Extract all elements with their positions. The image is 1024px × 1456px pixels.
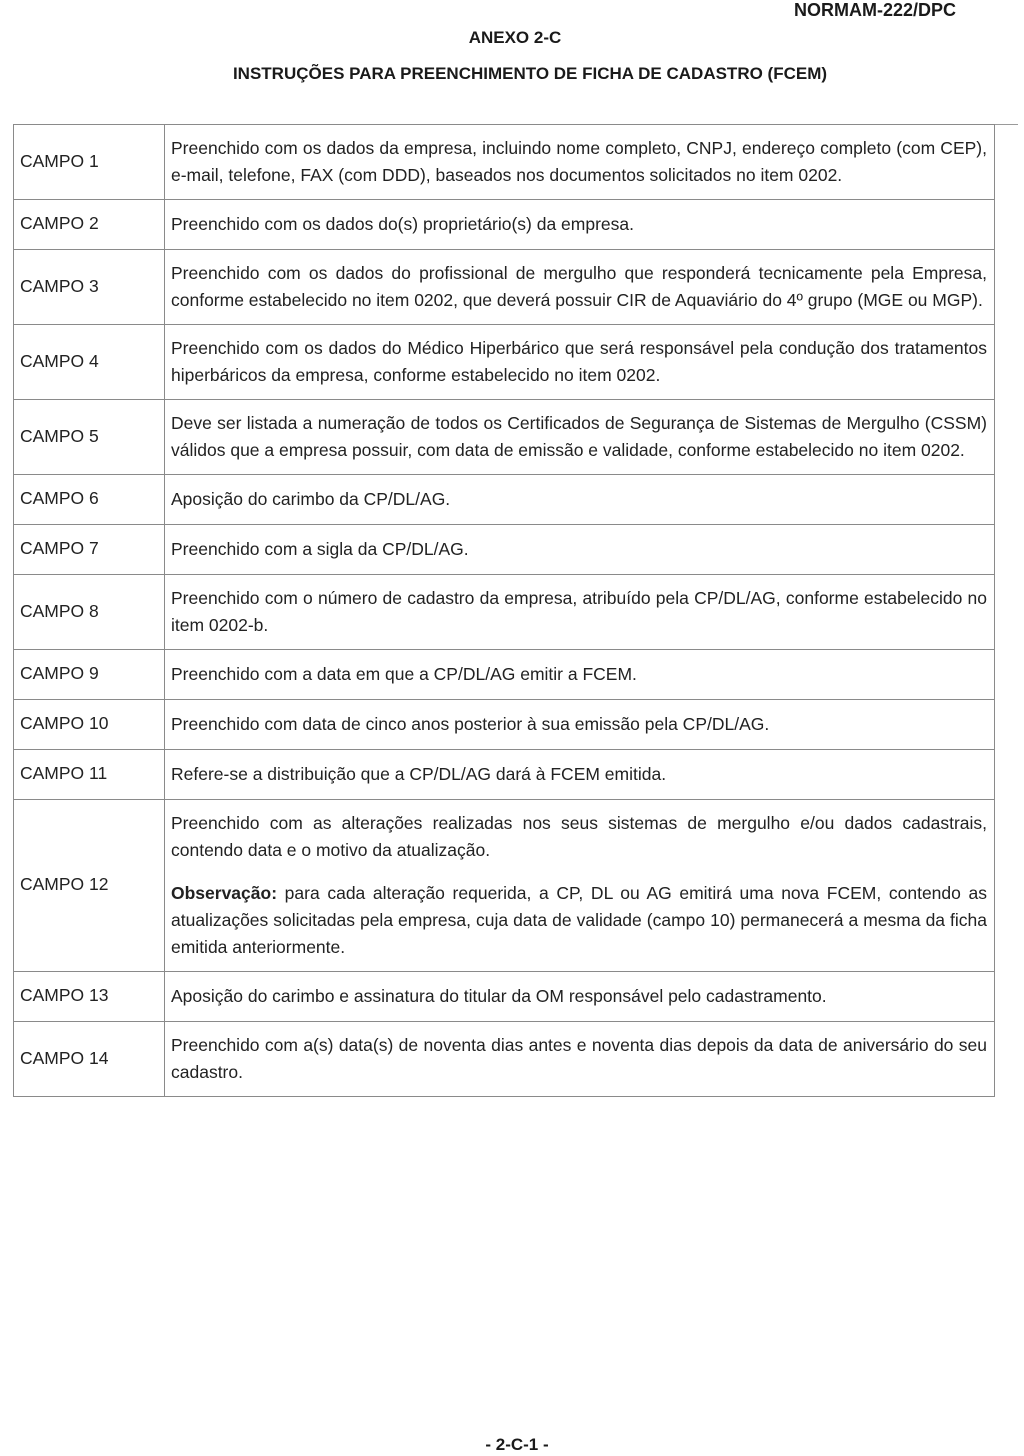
- field-description: Preenchido com os dados da empresa, incluindo nome completo, CNPJ, endereço completo (com CEP), e-mail, telefone, FAX (com DDD), baseados nos documentos solicitados no item 0202.: [165, 125, 995, 200]
- table-row: [14, 325, 995, 400]
- observation-text: para cada alteração requerida, a CP, DL ou AG emitirá uma nova FCEM, contendo as atualizações solicitadas pela empresa, cuja data de validade (campo 10) permanecerá a mesma da ficha emitida anteriormente.: [171, 883, 987, 957]
- field-label: CAMPO 10: [14, 700, 165, 750]
- field-label: CAMPO 7: [14, 525, 165, 575]
- field-label: CAMPO 11: [14, 750, 165, 800]
- instructions-table: [13, 124, 995, 1097]
- field-description: Preenchido com os dados do(s) proprietário(s) da empresa.: [165, 200, 995, 250]
- field-label: CAMPO 9: [14, 650, 165, 700]
- field-description: Preenchido com os dados do Médico Hiperbárico que será responsável pela condução dos tratamentos hiperbáricos da empresa, conforme estabelecido no item 0202.: [165, 325, 995, 400]
- field-description: Preenchido com o número de cadastro da empresa, atribuído pela CP/DL/AG, conforme estabelecido no item 0202-b.: [165, 575, 995, 650]
- table-row: [14, 575, 995, 650]
- field-label: CAMPO 5: [14, 400, 165, 475]
- table-row: [14, 400, 995, 475]
- table-row: [14, 700, 995, 750]
- field-description: Refere-se a distribuição que a CP/DL/AG dará à FCEM emitida.: [165, 750, 995, 800]
- field-description: Preenchido com data de cinco anos posterior à sua emissão pela CP/DL/AG.: [165, 700, 995, 750]
- table-row: [14, 200, 995, 250]
- table-row: [14, 250, 995, 325]
- table-row: [14, 972, 995, 1022]
- field-label: CAMPO 1: [14, 125, 165, 200]
- field-label: CAMPO 6: [14, 475, 165, 525]
- table-row: [14, 1022, 995, 1097]
- field-label: CAMPO 4: [14, 325, 165, 400]
- field-label: CAMPO 14: [14, 1022, 165, 1097]
- field-description: Preenchido com as alterações realizadas nos seus sistemas de mergulho e/ou dados cadastrais, contendo data e o motivo da atualização.: [171, 813, 987, 860]
- field-description: Deve ser listada a numeração de todos os Certificados de Segurança de Sistemas de Mergulho (CSSM) válidos que a empresa possuir, com data de emissão e validade, conforme estabelecido no item 0202.: [165, 400, 995, 475]
- annex-title: ANEXO 2-C: [468, 28, 562, 47]
- field-label: CAMPO 8: [14, 575, 165, 650]
- field-description: Preenchido com a sigla da CP/DL/AG.: [165, 525, 995, 575]
- table-row: [14, 650, 995, 700]
- field-label: CAMPO 12: [14, 800, 165, 972]
- field-description: Preenchido com os dados do profissional de mergulho que responderá tecnicamente pela Empresa, conforme estabelecido no item 0202, que deverá possuir CIR de Aquaviário do 4º grupo (MGE ou MGP).: [165, 250, 995, 325]
- table-row: [14, 800, 995, 972]
- field-label: CAMPO 3: [14, 250, 165, 325]
- page-title: INSTRUÇÕES PARA PREENCHIMENTO DE FICHA DE CADASTRO (FCEM): [232, 64, 828, 83]
- field-description: Preenchido com a(s) data(s) de noventa dias antes e noventa dias depois da data de aniversário do seu cadastro.: [165, 1022, 995, 1097]
- field-description-with-note: [165, 800, 995, 972]
- observation-label: Observação:: [171, 883, 278, 903]
- field-description: Aposição do carimbo e assinatura do titular da OM responsável pelo cadastramento.: [165, 972, 995, 1022]
- field-description: Aposição do carimbo da CP/DL/AG.: [165, 475, 995, 525]
- table-row: [14, 750, 995, 800]
- field-label: CAMPO 2: [14, 200, 165, 250]
- document-code: NORMAM-222/DPC: [793, 0, 956, 20]
- page-number: - 2-C-1 -: [485, 1435, 549, 1454]
- field-description: Preenchido com a data em que a CP/DL/AG emitir a FCEM.: [165, 650, 995, 700]
- table-row: [14, 475, 995, 525]
- table-row: [14, 525, 995, 575]
- table-top-line-stub: [992, 124, 1018, 125]
- observation-note: [171, 880, 987, 961]
- table-row: [14, 125, 995, 200]
- field-label: CAMPO 13: [14, 972, 165, 1022]
